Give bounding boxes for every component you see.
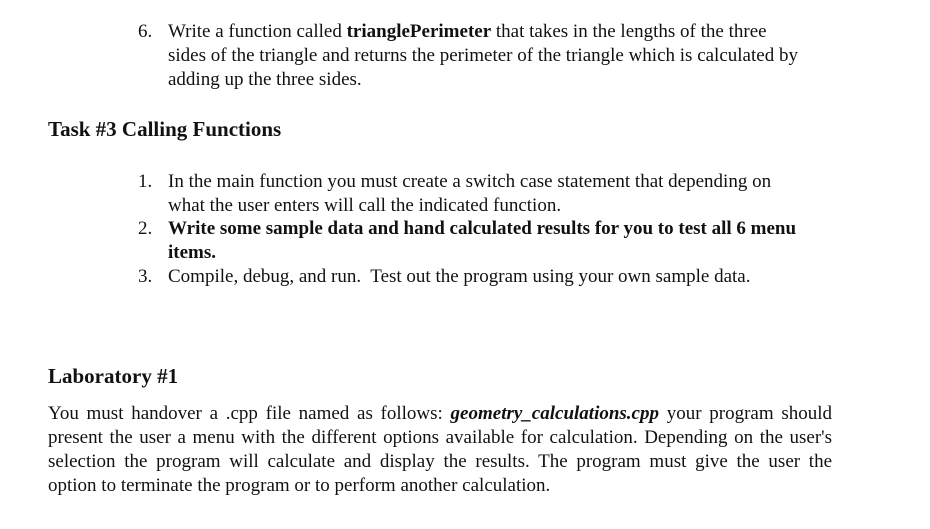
text-run: that takes in the lengths of the three	[491, 21, 767, 42]
list-number: 2.	[138, 218, 153, 239]
list-item-text	[168, 170, 838, 218]
file-name: geometry_calculations.cpp	[450, 403, 659, 424]
list-number: 1.	[138, 171, 153, 192]
list-item-text	[168, 265, 838, 289]
text-run: Write a function called	[168, 21, 347, 42]
lab1-paragraph	[48, 402, 832, 498]
paragraph-line: option to terminate the program or to perform another calculation.	[48, 475, 551, 496]
list-item-line: adding up the three sides.	[168, 69, 362, 90]
list-item-line	[168, 20, 838, 44]
function-name: trianglePerimeter	[346, 21, 492, 42]
list-item-line: Compile, debug, and run. Test out the program using your own sample data.	[168, 266, 751, 287]
list-number: 3.	[138, 266, 153, 287]
list-item-line: Write some sample data and hand calculated results for you to test all 6 menu	[168, 218, 797, 239]
list-item-line: In the main function you must create a switch case statement that depending on	[168, 171, 772, 192]
list-item-text	[168, 217, 838, 265]
list-item-line: items.	[168, 242, 217, 263]
paragraph-line: selection the program will calculate and display the results. The program must give the user the	[48, 451, 832, 472]
section-heading-task3: Task #3 Calling Functions	[48, 117, 282, 141]
list-number: 6.	[138, 21, 153, 42]
list-item-text	[168, 20, 838, 92]
paragraph-line: present the user a menu with the different options available for calculation. Depending on the user's	[48, 427, 832, 448]
section-heading-lab1: Laboratory #1	[48, 364, 179, 388]
list-item-line: sides of the triangle and returns the perimeter of the triangle which is calculated by	[168, 45, 798, 66]
text-run: your program should	[659, 403, 832, 424]
paragraph-line	[48, 402, 832, 426]
text-run: You must handover a .cpp file named as follows:	[48, 403, 451, 424]
list-item-line: what the user enters will call the indicated function.	[168, 195, 562, 216]
